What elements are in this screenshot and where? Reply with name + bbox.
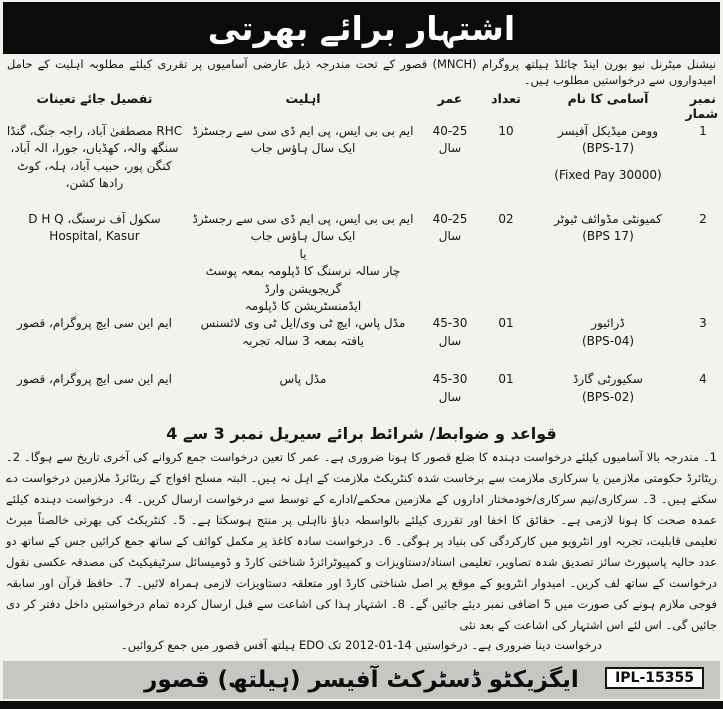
table-row — [3, 211, 720, 315]
rules-heading: قواعد و ضوابط/ شرائط برائے سیریل نمبر 3 سے 4 — [166, 424, 557, 444]
age-range: 40-25 — [432, 124, 468, 139]
cell-age — [422, 315, 478, 350]
age-range: 45-30 — [432, 316, 468, 331]
eligibility-line: مڈل پاس، ایچ ٹی وی/ایل ٹی وی لائسنس یافتہ بمعہ 3 سالہ تجربہ — [200, 316, 406, 348]
rules-paragraph: 1۔ مندرجہ بالا آسامیوں کیلئے درخواست دہندہ کا ضلع قصور کا ہونا ضروری ہے۔ عمر کا تعین درخواست جمع کروانے کی آخری تاریخ سے ہوگا۔ 2۔ ریٹائرڈ حکومتی ملازمین یا سرکاری ملازمت سے برخاست شدہ کنٹریکٹ ملازمت کے اہل نہ ہیں۔ البتہ مسلح افواج کے ریٹائرڈ ملازمین درخواست دے سکتے ہیں۔ 3۔ سرکاری/نیم سرکاری/خودمختار اداروں کے ملازمین محکمے/ادارے کے توسط سے درخواست ارسال کریں۔ 4۔ درخواست دہندہ کیلئے عمدہ صحت کا ہونا لازمی ہے۔ حقائق کا اخفا اور تقرری کیلئے بالواسطہ دباؤ نااہلی پر منتج ہوسکتا ہے۔ 5۔ کنٹریکٹ کی بھرتی خالصتاً میرٹ تعلیمی قابلیت، تجربہ اور انٹرویو میں کارکردگی کی بنیاد پر ہوگی۔ 6۔ درخواست سادہ کاغذ پر مکمل کوائف کے ساتھ جمع کرائیں جس کے ساتھ دو عدد حالیہ پاسپورٹ سائز تصدیق شدہ تصاویر، تعلیمی اسناد/دستاویزات و کمپیوٹرائزڈ شناختی کارڈ و ڈومیسائل سرٹیفیکیٹ کی مصدقہ عکسی نقول درخواست کے ساتھ لف کریں۔ امیدوار انٹرویو کے موقع پر اصل شناختی کارڈ اور متعلقہ دستاویزات لازمی ہمراہ لائیں۔ 7۔ حافظ قرآن اور سابقہ فوجی ملازم ہونے کی صورت میں 5 اضافی نمبر دیئے جائیں گے۔ 8۔ اشتہار ہذا کی اشاعت سے قبل ارسال کردہ تمام درخواستیں داخل دفتر کر دی جائیں گی۔ اس لئے اس اشتہار کی اشاعت کے بعد نئی — [6, 450, 717, 633]
issuing-officer-signature: ایگزیکٹو ڈسٹرکٹ آفیسر (ہیلتھ) قصور — [144, 667, 579, 693]
cell-count: 10 — [498, 124, 514, 139]
ad-title: اشتہار برائے بھرتی — [207, 8, 516, 48]
table-header-row — [3, 91, 720, 121]
post-grade: (BPS-04) — [581, 333, 635, 348]
vacancy-table — [3, 91, 720, 423]
cell-post — [534, 123, 682, 184]
cell-serial: 2 — [699, 212, 707, 227]
intro-paragraph: نیشنل میٹرنل نیو بورن اینڈ چائلڈ ہیلتھ پروگرام (MNCH) قصور کے تحت مندرجہ ذیل عارضی آسامیوں پر تقرری کیلئے مطلوبہ اہلیت کے حامل امیدواروں سے درخواستیں مطلوب ہیں۔ — [7, 57, 716, 87]
header-eligibility: اہلیت — [285, 91, 321, 107]
cell-count: 01 — [498, 372, 514, 387]
eligibility-line: مڈل پاس — [279, 372, 327, 387]
eligibility-line: چار سالہ نرسنگ کا ڈپلومہ بمعہ پوسٹ گریجویشن وارڈ — [205, 264, 401, 296]
cell-age — [422, 211, 478, 246]
table-row — [3, 371, 720, 423]
age-unit: سال — [438, 333, 462, 348]
header-count: تعداد — [491, 91, 521, 107]
cell-posting: ایم این سی ایچ پروگرام، قصور — [17, 316, 172, 331]
eligibility-line: ایم بی بی ایس، پی ایم ڈی سی سے رجسٹرڈ ایک سال ہاؤس جاب — [192, 124, 414, 156]
cell-serial: 4 — [699, 372, 707, 387]
cell-post — [534, 315, 682, 350]
cell-posting: RHC مصطفیٰ آباد، راجہ جنگ، گنڈا سنگھ والہ، کھڈیاں، جورا، الہ آباد، کنگن پور، حبیب آباد، ہلہ، کوٹ رادھا کشن، — [6, 124, 183, 191]
eligibility-line: ایڈمنسٹریشن کا ڈپلومہ — [244, 298, 362, 313]
cell-age — [422, 123, 478, 158]
age-unit: سال — [438, 229, 462, 244]
age-unit: سال — [438, 141, 462, 156]
cell-eligibility — [190, 211, 416, 315]
cell-count: 02 — [498, 212, 514, 227]
cell-eligibility — [190, 371, 416, 388]
eligibility-or: یا — [299, 246, 307, 261]
ipl-reference-badge: IPL-15355 — [605, 667, 704, 689]
cell-posting: سکول آف نرسنگ، D H Q Hospital, Kasur — [28, 212, 161, 244]
age-range: 40-25 — [432, 212, 468, 227]
cell-serial: 3 — [699, 316, 707, 331]
post-name: ڈرائیور — [591, 316, 625, 331]
cell-eligibility — [190, 315, 416, 350]
age-unit: سال — [438, 389, 462, 404]
header-age: عمر — [437, 91, 463, 107]
post-name: سکیورٹی گارڈ — [573, 372, 643, 387]
post-pay: (Fixed Pay 30000) — [554, 167, 662, 182]
post-grade: (BPS-02) — [581, 389, 635, 404]
header-post-name: آسامی کا نام — [567, 91, 649, 107]
header-posting: تفصیل جائے تعینات — [36, 91, 153, 107]
cell-count: 01 — [498, 316, 514, 331]
eligibility-line: ایم بی بی ایس، پی ایم ڈی سی سے رجسٹرڈ ایک سال ہاؤس جاب — [192, 212, 414, 244]
cell-post — [534, 211, 682, 246]
cell-eligibility — [190, 123, 416, 158]
table-row — [3, 315, 720, 371]
cell-post — [534, 371, 682, 406]
post-name: کمیونٹی مڈوائف ٹیوٹر — [554, 212, 662, 227]
title-bar — [3, 2, 720, 54]
cell-posting: ایم این سی ایچ پروگرام، قصور — [17, 372, 172, 387]
header-serial: نمبر شمار — [685, 91, 718, 122]
age-range: 45-30 — [432, 372, 468, 387]
post-grade: (BPS 17) — [582, 229, 634, 244]
post-name: وومن میڈیکل آفیسر — [557, 124, 659, 139]
footer-bar — [3, 661, 720, 699]
bottom-border-strip — [0, 701, 723, 709]
cell-serial: 1 — [699, 124, 707, 139]
post-grade: (BPS-17) — [581, 141, 635, 156]
cell-age — [422, 371, 478, 406]
table-row — [3, 123, 720, 211]
rules-last-line: درخواست دینا ضروری ہے۔ درخواستیں 14-01-2012 تک EDO ہیلتھ آفس قصور میں جمع کروائیں۔ — [121, 638, 602, 653]
